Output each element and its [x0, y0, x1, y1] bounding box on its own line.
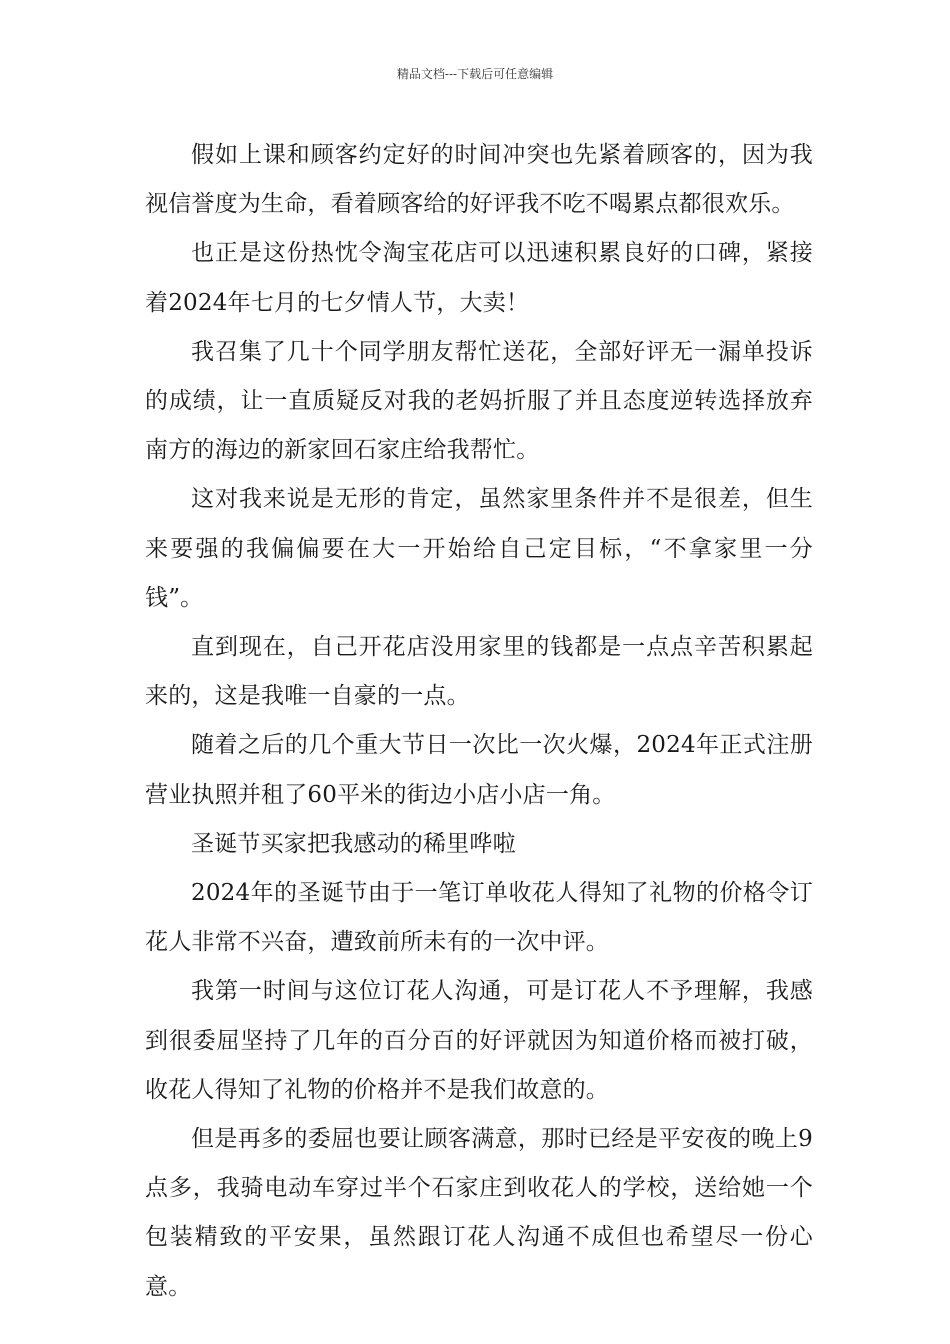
paragraph: 直到现在，自己开花店没用家里的钱都是一点点辛苦积累起来的，这是我唯一自豪的一点。	[145, 634, 813, 710]
paragraph: 我召集了几十个同学朋友帮忙送花，全部好评无一漏单投诉的成绩，让一直质疑反对我的老妈折服了并且态度逆转选择放弃南方的海边的新家回石家庄给我帮忙。	[145, 338, 813, 464]
paragraph: 2024年的圣诞节由于一笔订单收花人得知了礼物的价格令订花人非常不兴奋，遭致前所未有的一次中评。	[145, 880, 813, 956]
document-body	[145, 131, 813, 1312]
paragraph: 随着之后的几个重大节日一次比一次火爆，2024年正式注册营业执照并租了60平米的街边小店小店一角。	[145, 732, 813, 808]
page-header: 精品文档---下载后可任意编辑	[396, 67, 554, 81]
paragraph: 这对我来说是无形的肯定，虽然家里条件并不是很差，但生来要强的我偏偏要在大一开始给自己定目标，“不拿家里一分钱”。	[145, 486, 813, 611]
paragraph: 假如上课和顾客约定好的时间冲突也先紧着顾客的，因为我视信誉度为生命，看着顾客给的好评我不吃不喝累点都很欢乐。	[145, 142, 813, 218]
paragraph: 但是再多的委屈也要让顾客满意，那时已经是平安夜的晚上9点多，我骑电动车穿过半个石家庄到收花人的学校，送给她一个包装精致的平安果，虽然跟订花人沟通不成但也希望尽一份心意。	[145, 1126, 813, 1300]
paragraph: 也正是这份热忱令淘宝花店可以迅速积累良好的口碑，紧接着2024年七月的七夕情人节，大卖！	[145, 240, 813, 316]
paragraph: 我第一时间与这位订花人沟通，可是订花人不予理解，我感到很委屈坚持了几年的百分百的好评就因为知道价格而被打破，收花人得知了礼物的价格并不是我们故意的。	[145, 978, 813, 1103]
section-heading: 圣诞节买家把我感动的稀里哗啦	[191, 830, 516, 857]
